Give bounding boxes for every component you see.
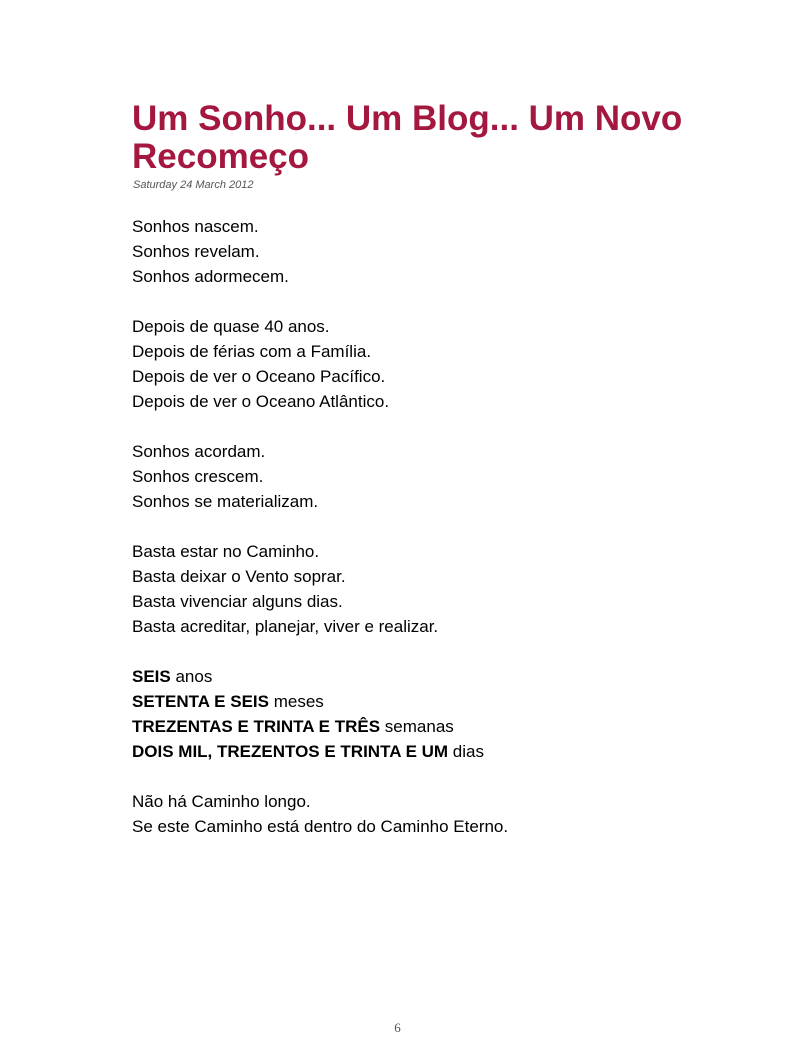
poem-line: Sonhos revelam.	[132, 242, 260, 261]
post-date: Saturday 24 March 2012	[133, 179, 254, 191]
stanza	[132, 439, 752, 514]
poem-line: Depois de ver o Oceano Atlântico.	[132, 392, 390, 411]
poem-line: Basta acreditar, planejar, viver e realizar.	[132, 617, 439, 636]
poem-line: Basta estar no Caminho.	[132, 542, 320, 561]
poem-line: Sonhos adormecem.	[132, 267, 289, 286]
poem-line: Sonhos se materializam.	[132, 492, 319, 511]
count-stanza	[132, 664, 752, 764]
poem-line: Depois de ver o Oceano Pacífico.	[132, 367, 386, 386]
count-emphasis: TREZENTAS E TRINTA E TRÊS	[132, 717, 381, 736]
poem-line: Sonhos crescem.	[132, 467, 264, 486]
poem-line: Basta deixar o Vento soprar.	[132, 567, 346, 586]
count-unit: anos	[170, 667, 213, 686]
count-unit: meses	[268, 692, 324, 711]
count-line	[132, 739, 752, 764]
poem-line: Sonhos acordam.	[132, 442, 266, 461]
poem-line: Não há Caminho longo.	[132, 792, 311, 811]
poem-line: Se este Caminho está dentro do Caminho Eterno.	[132, 817, 509, 836]
poem-line: Depois de férias com a Família.	[132, 342, 372, 361]
count-emphasis: SETENTA E SEIS	[132, 692, 269, 711]
count-unit: dias	[448, 742, 484, 761]
count-unit: semanas	[380, 717, 454, 736]
count-line	[132, 664, 752, 689]
page-number: 6	[394, 1020, 401, 1035]
count-emphasis: DOIS MIL, TREZENTOS E TRINTA E UM	[132, 742, 449, 761]
post-title: Um Sonho... Um Blog... Um Novo Recomeço	[132, 99, 683, 176]
poem-line: Sonhos nascem.	[132, 217, 259, 236]
count-line	[132, 689, 752, 714]
stanza	[132, 314, 752, 414]
count-line	[132, 714, 752, 739]
count-emphasis: SEIS	[132, 667, 171, 686]
poem-line: Depois de quase 40 anos.	[132, 317, 330, 336]
post-body	[132, 214, 752, 864]
closing-stanza	[132, 789, 752, 839]
stanza	[132, 539, 752, 639]
poem-line: Basta vivenciar alguns dias.	[132, 592, 343, 611]
stanza	[132, 214, 752, 289]
